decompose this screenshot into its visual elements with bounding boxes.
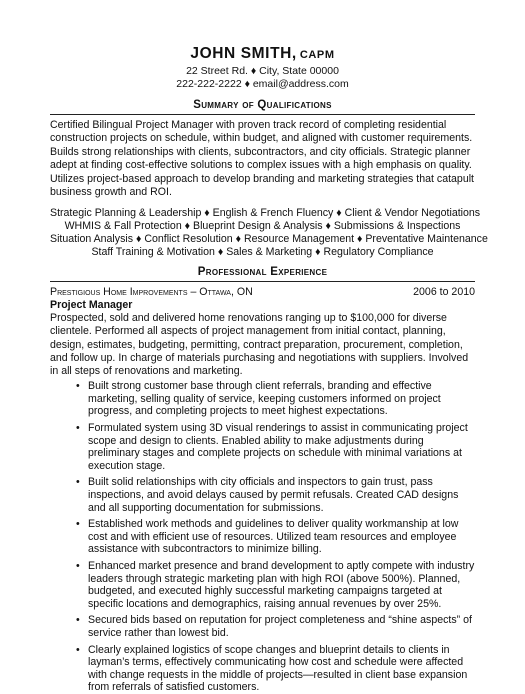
resume-header	[50, 44, 475, 91]
summary-paragraph: Certified Bilingual Project Manager with proven track record of completing residential construction projects on schedule, within budget, and aligned with customer requirements. Builds strong relationships with clients, subcontractors, and city officials. Strategic planner adept at finding cost-effective solutions to complex issues with a high emphasis on quality. Utilizes project-based approach to develop branding and marketing strategies that catapult business growth and ROI.	[50, 119, 475, 199]
achievement-text: Established work methods and guidelines to deliver quality workmanship at low cost and with efficient use of resources. Utilized team resources and employee assistance with subcontractors to minimize billing.	[88, 518, 459, 556]
bullet-icon: •	[76, 518, 80, 531]
achievement-text: Clearly explained logistics of scope changes and blueprint details to clients in layman’s terms, effectively communicating how cost and schedule were affected with change requests in the middle of projects—resulted in client base expansion from referrals of satisfied customers.	[88, 643, 468, 694]
list-item	[76, 422, 475, 472]
candidate-name	[50, 44, 475, 65]
achievement-text: Built solid relationships with city officials and inspectors to gain trust, pass inspections, and avoid delays caused by permit refusals. Created CAD designs and all supporting documentation for submissions.	[88, 476, 459, 514]
achievement-text: Enhanced market presence and brand development to aptly compete with industry leaders through strategic marketing plan with high ROI (above 500%). Planned, budgeted, and executed highly successful marketing campaigns targeted at specific locations and demographics, raising annual revenues by over 25%.	[88, 559, 475, 610]
skills-block	[50, 207, 488, 258]
bullet-icon: •	[76, 643, 80, 656]
skills-line: WHMIS & Fall Protection ♦ Blueprint Design & Analysis ♦ Submissions & Inspections	[64, 220, 461, 233]
list-item	[76, 614, 475, 639]
list-item	[76, 560, 475, 610]
candidate-name-text: JOHN SMITH,	[190, 45, 297, 62]
employer-row	[50, 286, 475, 299]
experience-heading: Professional Experience	[50, 265, 475, 282]
achievement-list	[50, 380, 475, 694]
employer-name: Prestigious Home Improvements – Ottawa, ON	[50, 286, 253, 299]
list-item	[76, 380, 475, 418]
list-item	[76, 518, 475, 556]
achievement-text: Secured bids based on reputation for project completeness and “shine aspects” of service rather than lowest bid.	[88, 614, 472, 639]
bullet-icon: •	[76, 422, 80, 435]
contact-phone-email: 222-222-2222 ♦ email@address.com	[176, 78, 349, 90]
skills-line: Situation Analysis ♦ Conflict Resolution ♦ Resource Management ♦ Preventative Maintenance	[50, 232, 488, 245]
summary-heading: Summary of Qualifications	[50, 98, 475, 115]
achievement-text: Formulated system using 3D visual renderings to assist in communicating project scope and design to clients. Enabled ability to make adjustments during preliminary stages and complete projects on schedule with minimal variations at execution stage.	[88, 422, 468, 472]
job-description: Prospected, sold and delivered home renovations ranging up to $100,000 for diverse clientele. Performed all aspects of project management from initial contact, planning, design, estimates, budgeting, permitting, contract preparation, procurement, completion, and follow up. In charge of materials purchasing and negotiations with suppliers. Involved in all steps of renovations and marketing.	[50, 312, 469, 378]
job-title: Project Manager	[50, 299, 133, 312]
candidate-credential: CAPM	[299, 49, 335, 61]
achievement-text: Built strong customer base through client referrals, branding and effective marketing, selling quality of service, keeping customers informed on project progress, and completing projects to meet highest expectations.	[88, 380, 441, 418]
bullet-icon: •	[76, 559, 80, 572]
contact-address: 22 Street Rd. ♦ City, State 00000	[186, 65, 339, 77]
bullet-icon: •	[76, 614, 80, 627]
employment-dates: 2006 to 2010	[413, 286, 475, 299]
skills-line: Staff Training & Motivation ♦ Sales & Marketing ♦ Regulatory Compliance	[91, 245, 434, 258]
list-item	[76, 644, 475, 694]
bullet-icon: •	[76, 476, 80, 489]
bullet-icon: •	[76, 380, 80, 393]
skills-line: Strategic Planning & Leadership ♦ English & French Fluency ♦ Client & Vendor Negotiations	[50, 207, 481, 220]
list-item	[76, 476, 475, 514]
